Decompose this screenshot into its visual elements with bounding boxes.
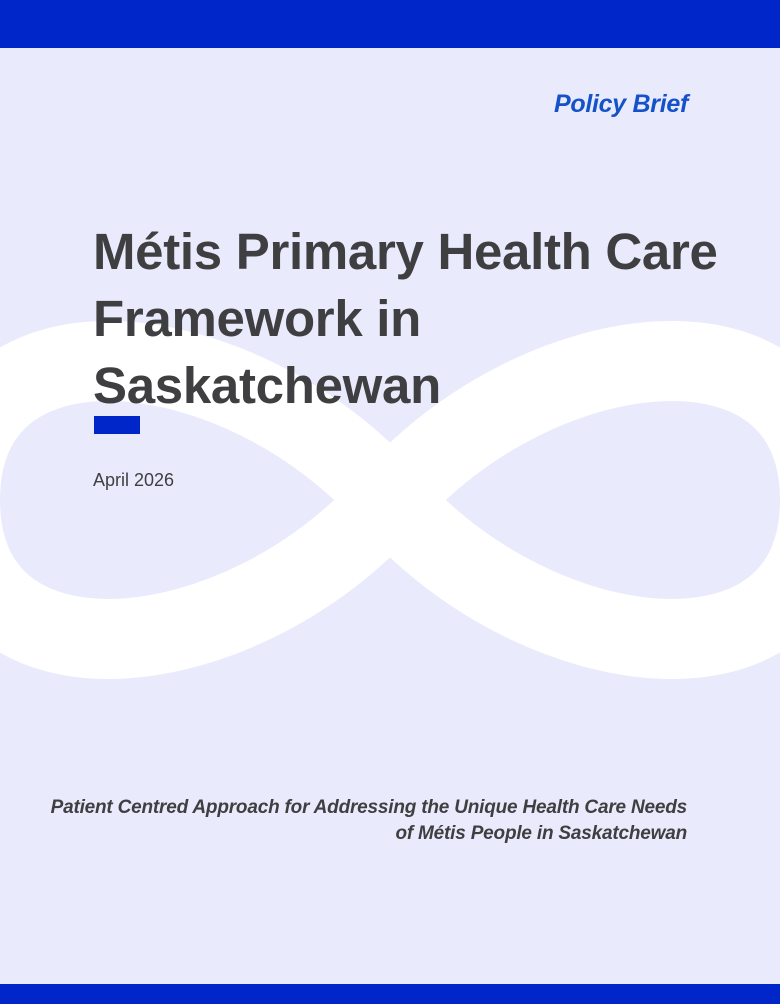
- document-type-label: Policy Brief: [554, 90, 688, 118]
- title-accent-bar: [94, 416, 140, 434]
- publication-date: April 2026: [93, 470, 175, 490]
- document-subtitle: Patient Centred Approach for Addressing the Unique Health Care Needs of Métis People in Saskatchewan: [50, 797, 687, 844]
- bottom-brand-bar: [0, 984, 780, 1004]
- document-title: Métis Primary Health Care Framework in Saskatchewan: [93, 223, 718, 414]
